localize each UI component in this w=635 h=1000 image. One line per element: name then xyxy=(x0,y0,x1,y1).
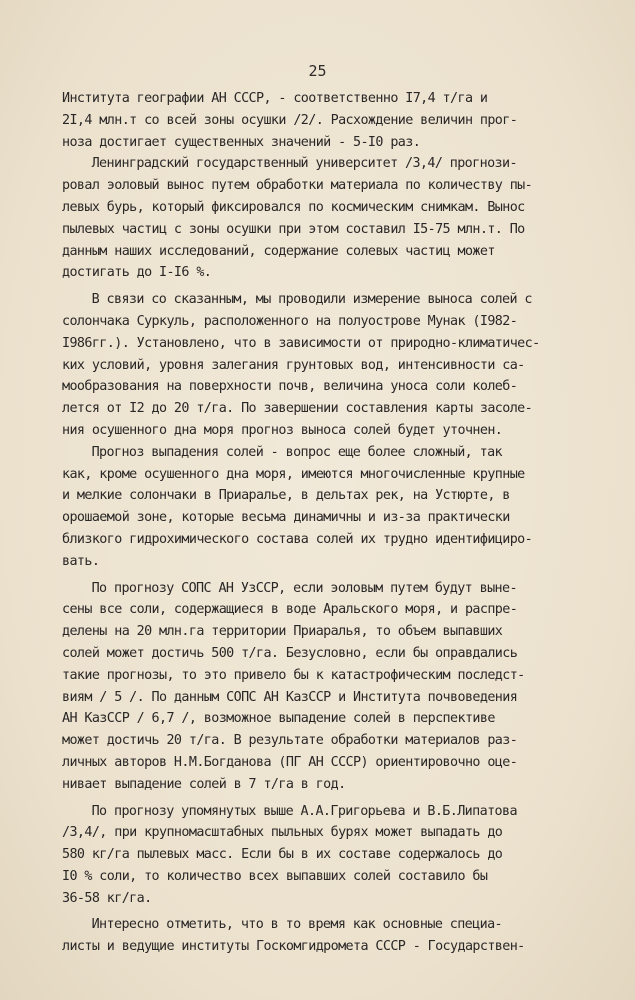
text-line: /3,4/, при крупномасштабных пыльных бурях может выпадать до xyxy=(62,825,503,841)
text-line: близкого гидрохимического состава солей их трудно идентифициро- xyxy=(62,531,533,547)
text-line: достигать до I-I6 %. xyxy=(62,265,212,281)
text-line: 580 кг/га пылевых масс. Если бы в их составе содержалось до xyxy=(62,847,503,863)
text-line: солей может достичь 500 т/га. Безусловно, если бы оправдались xyxy=(62,645,518,661)
text-line: ноза достигает существенных значений - 5-I0 раз. xyxy=(62,134,421,150)
text-line: пылевых частиц с зоны осушки при этом составил I5-75 млн.т. По xyxy=(62,221,525,237)
text-line: левых бурь, который фиксировался по космическим снимкам. Вынос xyxy=(62,199,525,215)
text-line: 36-58 кг/га. xyxy=(62,890,152,906)
text-line: такие прогнозы, то это привело бы к катастрофическим последст- xyxy=(62,667,525,683)
text-line: Интересно отметить, что в то время как основные специа- xyxy=(91,917,502,933)
text-line: сены все соли, содержащиеся в воде Аральского моря, и распре- xyxy=(62,602,518,618)
text-line: как, кроме осушенного дна моря, имеются многочисленные крупные xyxy=(62,466,525,482)
text-line: мообразования на поверхности почв, величина уноса соли колеб- xyxy=(62,379,518,395)
text-line: Института географии АН СССР, - соответственно I7,4 т/га и xyxy=(62,91,488,106)
text-line: По прогнозу упомянутых выше А.А.Григорьева и В.Б.Липатова xyxy=(91,803,517,819)
text-line: нивает выпадение солей в 7 т/га в год. xyxy=(62,776,346,792)
text-line: ровал эоловый вынос путем обработки материала по количеству пы- xyxy=(62,178,533,194)
text-line: ния осушенного дна моря прогноз выноса солей будет уточнен. xyxy=(62,422,503,438)
text-line: 2I,4 млн.т со всей зоны осушки /2/. Расхождение величин прог- xyxy=(62,112,518,128)
text-line: данным наших исследований, содержание солевых частиц может xyxy=(62,243,495,259)
text-line: виям / 5 /. По данным СОПС АН КазССР и Института почвоведения xyxy=(62,689,518,705)
text-line: личных авторов Н.М.Богданова (ПГ АН СССР) ориентировочно оце- xyxy=(62,754,518,770)
text-line: I986гг.). Установлено, что в зависимости от природно-климатичес- xyxy=(62,335,540,351)
text-line: вать. xyxy=(62,553,100,569)
text-line: солончака Суркуль, расположенного на полуострове Мунак (I982- xyxy=(62,313,518,329)
body-text xyxy=(62,88,592,958)
text-line: лется от I2 до 20 т/га. По завершении составления карты засоле- xyxy=(62,401,533,417)
page-number: 25 xyxy=(308,62,327,80)
text-line: и мелкие солончаки в Приаралье, в дельтах рек, на Устюрте, в xyxy=(62,488,510,504)
text-line: I0 % соли, то количество всех выпавших солей составило бы xyxy=(62,868,488,884)
text-line: листы и ведущие институты Госкомгидромета СССР - Государствен- xyxy=(62,939,525,955)
text-line: делены на 20 млн.га территории Приаралья, то объем выпавших xyxy=(62,624,503,640)
text-line: может достичь 20 т/га. В результате обработки материалов раз- xyxy=(62,733,518,749)
text-line: Прогноз выпадения солей - вопрос еще более сложный, так xyxy=(91,444,502,460)
text-line: АН КазССР / 6,7 /, возможное выпадение солей в перспективе xyxy=(62,711,495,727)
text-line: орошаемой зоне, которые весьма динамичны и из-за практически xyxy=(62,510,510,526)
text-line: Ленинградский государственный университет /3,4/ прогнози- xyxy=(91,156,517,172)
text-line: В связи со сказанным, мы проводили измерение выноса солей с xyxy=(91,292,532,308)
text-line: ких условий, уровня залегания грунтовых вод, интенсивности са- xyxy=(62,357,525,373)
text-line: По прогнозу СОПС АН УзССР, если эоловым путем будут выне- xyxy=(91,580,517,596)
